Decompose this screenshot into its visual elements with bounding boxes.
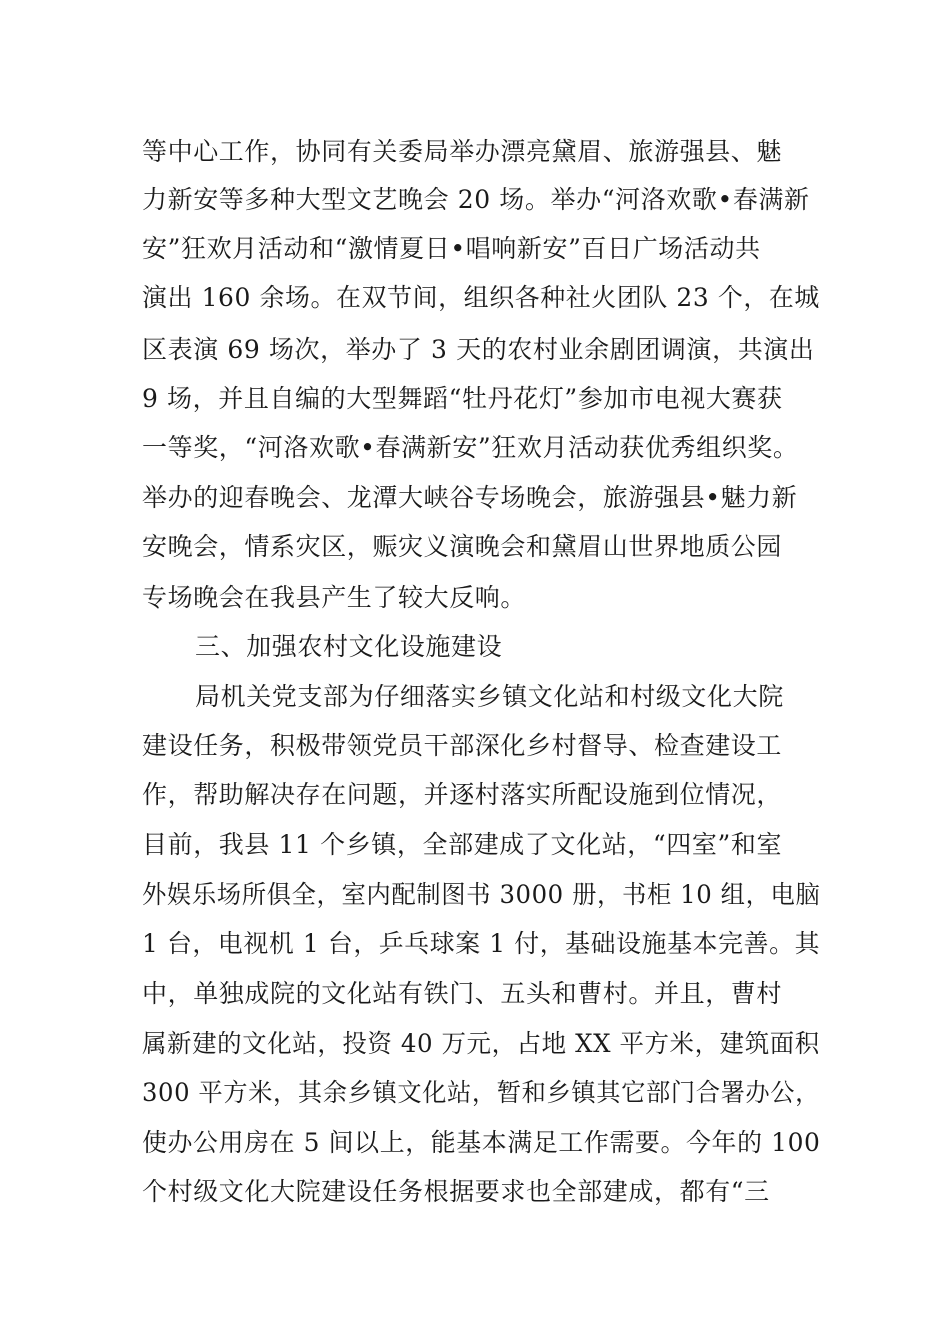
text-line: 目前，我县 11 个乡镇，全部建成了文化站，“四室”和室 xyxy=(142,830,783,859)
section-heading: 三、加强农村文化设施建设 xyxy=(195,632,503,661)
text-line: 1 台，电视机 1 台，乒乓球案 1 付，基础设施基本完善。其 xyxy=(142,929,821,958)
text-line: 安晚会，情系灾区，赈灾义演晚会和黛眉山世界地质公园 xyxy=(142,532,783,561)
text-line: 300 平方米，其余乡镇文化站，暂和乡镇其它部门合署办公， xyxy=(142,1078,821,1107)
text-line: 作，帮助解决存在问题，并逐村落实所配设施到位情况， xyxy=(142,780,783,809)
text-line: 个村级文化大院建设任务根据要求也全部建成，都有“三 xyxy=(142,1177,770,1206)
paragraph-start-line: 局机关党支部为仔细落实乡镇文化站和村级文化大院 xyxy=(195,682,784,711)
text-line: 力新安等多种大型文艺晚会 20 场。举办“河洛欢歌•春满新 xyxy=(142,185,810,214)
text-line: 安”狂欢月活动和“激情夏日•唱响新安”百日广场活动共 xyxy=(142,234,761,263)
text-line: 使办公用房在 5 间以上，能基本满足工作需要。今年的 100 xyxy=(142,1128,821,1157)
text-line: 外娱乐场所俱全，室内配制图书 3000 册，书柜 10 组，电脑 xyxy=(142,880,821,909)
text-line: 专场晚会在我县产生了较大反响。 xyxy=(142,583,527,612)
text-line: 建设任务，积极带领党员干部深化乡村督导、检查建设工 xyxy=(142,731,783,760)
text-line: 一等奖，“河洛欢歌•春满新安”狂欢月活动获优秀组织奖。 xyxy=(142,433,799,462)
text-line: 演出 160 余场。在双节间，组织各种社火团队 23 个，在城 xyxy=(142,283,820,312)
text-line: 举办的迎春晚会、龙潭大峡谷专场晚会，旅游强县•魅力新 xyxy=(142,483,798,512)
text-line: 等中心工作，协同有关委局举办漂亮黛眉、旅游强县、魅 xyxy=(142,137,783,166)
text-line: 中，单独成院的文化站有铁门、五头和曹村。并且，曹村 xyxy=(142,979,783,1008)
text-line: 9 场，并且自编的大型舞蹈“牡丹花灯”参加市电视大赛获 xyxy=(142,384,783,413)
text-line: 属新建的文化站，投资 40 万元，占地 XX 平方米，建筑面积 xyxy=(142,1029,820,1058)
text-line: 区表演 69 场次，举办了 3 天的农村业余剧团调演，共演出 xyxy=(142,335,815,364)
